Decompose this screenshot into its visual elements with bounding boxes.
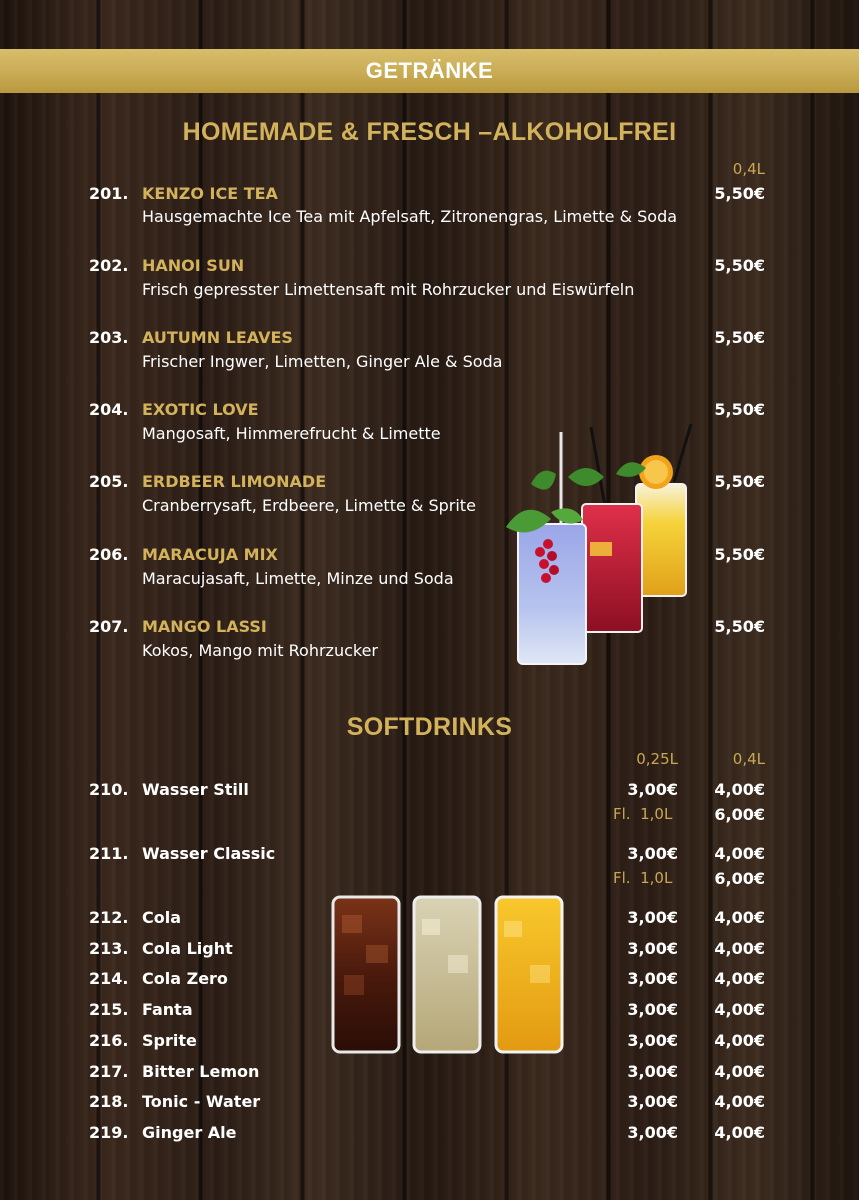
item-price-small: 3,00€ xyxy=(627,1031,678,1050)
item-price-small: 3,00€ xyxy=(627,1123,678,1142)
item-name: Bitter Lemon xyxy=(142,1062,260,1081)
item-price-small: 3,00€ xyxy=(627,969,678,988)
item-number: 216. xyxy=(89,1031,129,1050)
item-price-large: 4,00€ xyxy=(714,1123,765,1142)
item-price-large: 4,00€ xyxy=(714,969,765,988)
item-name: Cola Light xyxy=(142,939,233,958)
item-number: 202. xyxy=(89,256,129,275)
section-heading-homemade: HOMEMADE & FRESCH –ALKOHOLFREI xyxy=(182,118,677,146)
item-description: Cranberrysaft, Erdbeere, Limette & Sprite xyxy=(142,496,476,515)
item-number: 215. xyxy=(89,1000,129,1019)
item-name: MARACUJA MIX xyxy=(142,545,278,564)
bottle-price: 6,00€ xyxy=(714,805,765,824)
item-price-small: 3,00€ xyxy=(627,1062,678,1081)
item-price: 5,50€ xyxy=(714,400,765,419)
item-price-large: 4,00€ xyxy=(714,1062,765,1081)
item-number: 207. xyxy=(89,617,129,636)
item-price: 5,50€ xyxy=(714,328,765,347)
item-name: Wasser Still xyxy=(142,780,249,799)
item-price-small: 3,00€ xyxy=(627,908,678,927)
item-name: Cola Zero xyxy=(142,969,228,988)
item-name: Fanta xyxy=(142,1000,193,1019)
item-price-large: 4,00€ xyxy=(714,1031,765,1050)
item-description: Mangosaft, Himmerefrucht & Limette xyxy=(142,424,441,443)
item-price-large: 4,00€ xyxy=(714,939,765,958)
cocktail-glasses-image xyxy=(496,422,696,672)
item-number: 203. xyxy=(89,328,129,347)
item-price-small: 3,00€ xyxy=(627,1092,678,1111)
item-name: Sprite xyxy=(142,1031,197,1050)
item-price-small: 3,00€ xyxy=(627,939,678,958)
item-name: Wasser Classic xyxy=(142,844,276,863)
item-number: 213. xyxy=(89,939,129,958)
item-price: 5,50€ xyxy=(714,617,765,636)
item-name: Tonic - Water xyxy=(142,1092,261,1111)
item-number: 217. xyxy=(89,1062,129,1081)
item-number: 212. xyxy=(89,908,129,927)
item-name: HANOI SUN xyxy=(142,256,245,275)
item-description: Frisch gepresster Limettensaft mit Rohrzucker und Eiswürfeln xyxy=(142,280,635,299)
item-price-large: 4,00€ xyxy=(714,844,765,863)
item-name: EXOTIC LOVE xyxy=(142,400,259,419)
item-number: 201. xyxy=(89,184,129,203)
item-number: 218. xyxy=(89,1092,129,1111)
item-price-small: 3,00€ xyxy=(627,780,678,799)
item-number: 204. xyxy=(89,400,129,419)
item-description: Frischer Ingwer, Limetten, Ginger Ale & Soda xyxy=(142,352,503,371)
item-number: 205. xyxy=(89,472,129,491)
page-title: GETRÄNKE xyxy=(365,58,494,83)
softdrink-glasses-image xyxy=(330,895,566,1057)
bottle-size-label: Fl. 1,0L xyxy=(613,805,673,823)
item-price: 5,50€ xyxy=(714,184,765,203)
item-price-small: 3,00€ xyxy=(627,1000,678,1019)
section-heading-softdrinks: SOFTDRINKS xyxy=(346,713,513,741)
item-price-large: 4,00€ xyxy=(714,1000,765,1019)
header-band xyxy=(0,49,859,93)
item-number: 219. xyxy=(89,1123,129,1142)
item-price: 5,50€ xyxy=(714,256,765,275)
item-number: 214. xyxy=(89,969,129,988)
item-description: Maracujasaft, Limette, Minze und Soda xyxy=(142,569,454,588)
item-name: MANGO LASSI xyxy=(142,617,267,636)
item-number: 211. xyxy=(89,844,129,863)
item-name: Cola xyxy=(142,908,182,927)
item-price-large: 4,00€ xyxy=(714,908,765,927)
bottle-size-label: Fl. 1,0L xyxy=(613,869,673,887)
item-name: AUTUMN LEAVES xyxy=(142,328,293,347)
item-price-large: 4,00€ xyxy=(714,1092,765,1111)
item-description: Hausgemachte Ice Tea mit Apfelsaft, Zitronengras, Limette & Soda xyxy=(142,207,678,226)
size-label-homemade: 0,4L xyxy=(732,160,765,178)
item-price: 5,50€ xyxy=(714,472,765,491)
item-number: 210. xyxy=(89,780,129,799)
item-price: 5,50€ xyxy=(714,545,765,564)
item-price-large: 4,00€ xyxy=(714,780,765,799)
item-name: Ginger Ale xyxy=(142,1123,237,1142)
size-label-small: 0,25L xyxy=(636,750,678,768)
item-name: ERDBEER LIMONADE xyxy=(142,472,327,491)
bottle-price: 6,00€ xyxy=(714,869,765,888)
item-description: Kokos, Mango mit Rohrzucker xyxy=(142,641,379,660)
item-number: 206. xyxy=(89,545,129,564)
item-name: KENZO ICE TEA xyxy=(142,184,278,203)
item-price-small: 3,00€ xyxy=(627,844,678,863)
size-label-large: 0,4L xyxy=(732,750,765,768)
